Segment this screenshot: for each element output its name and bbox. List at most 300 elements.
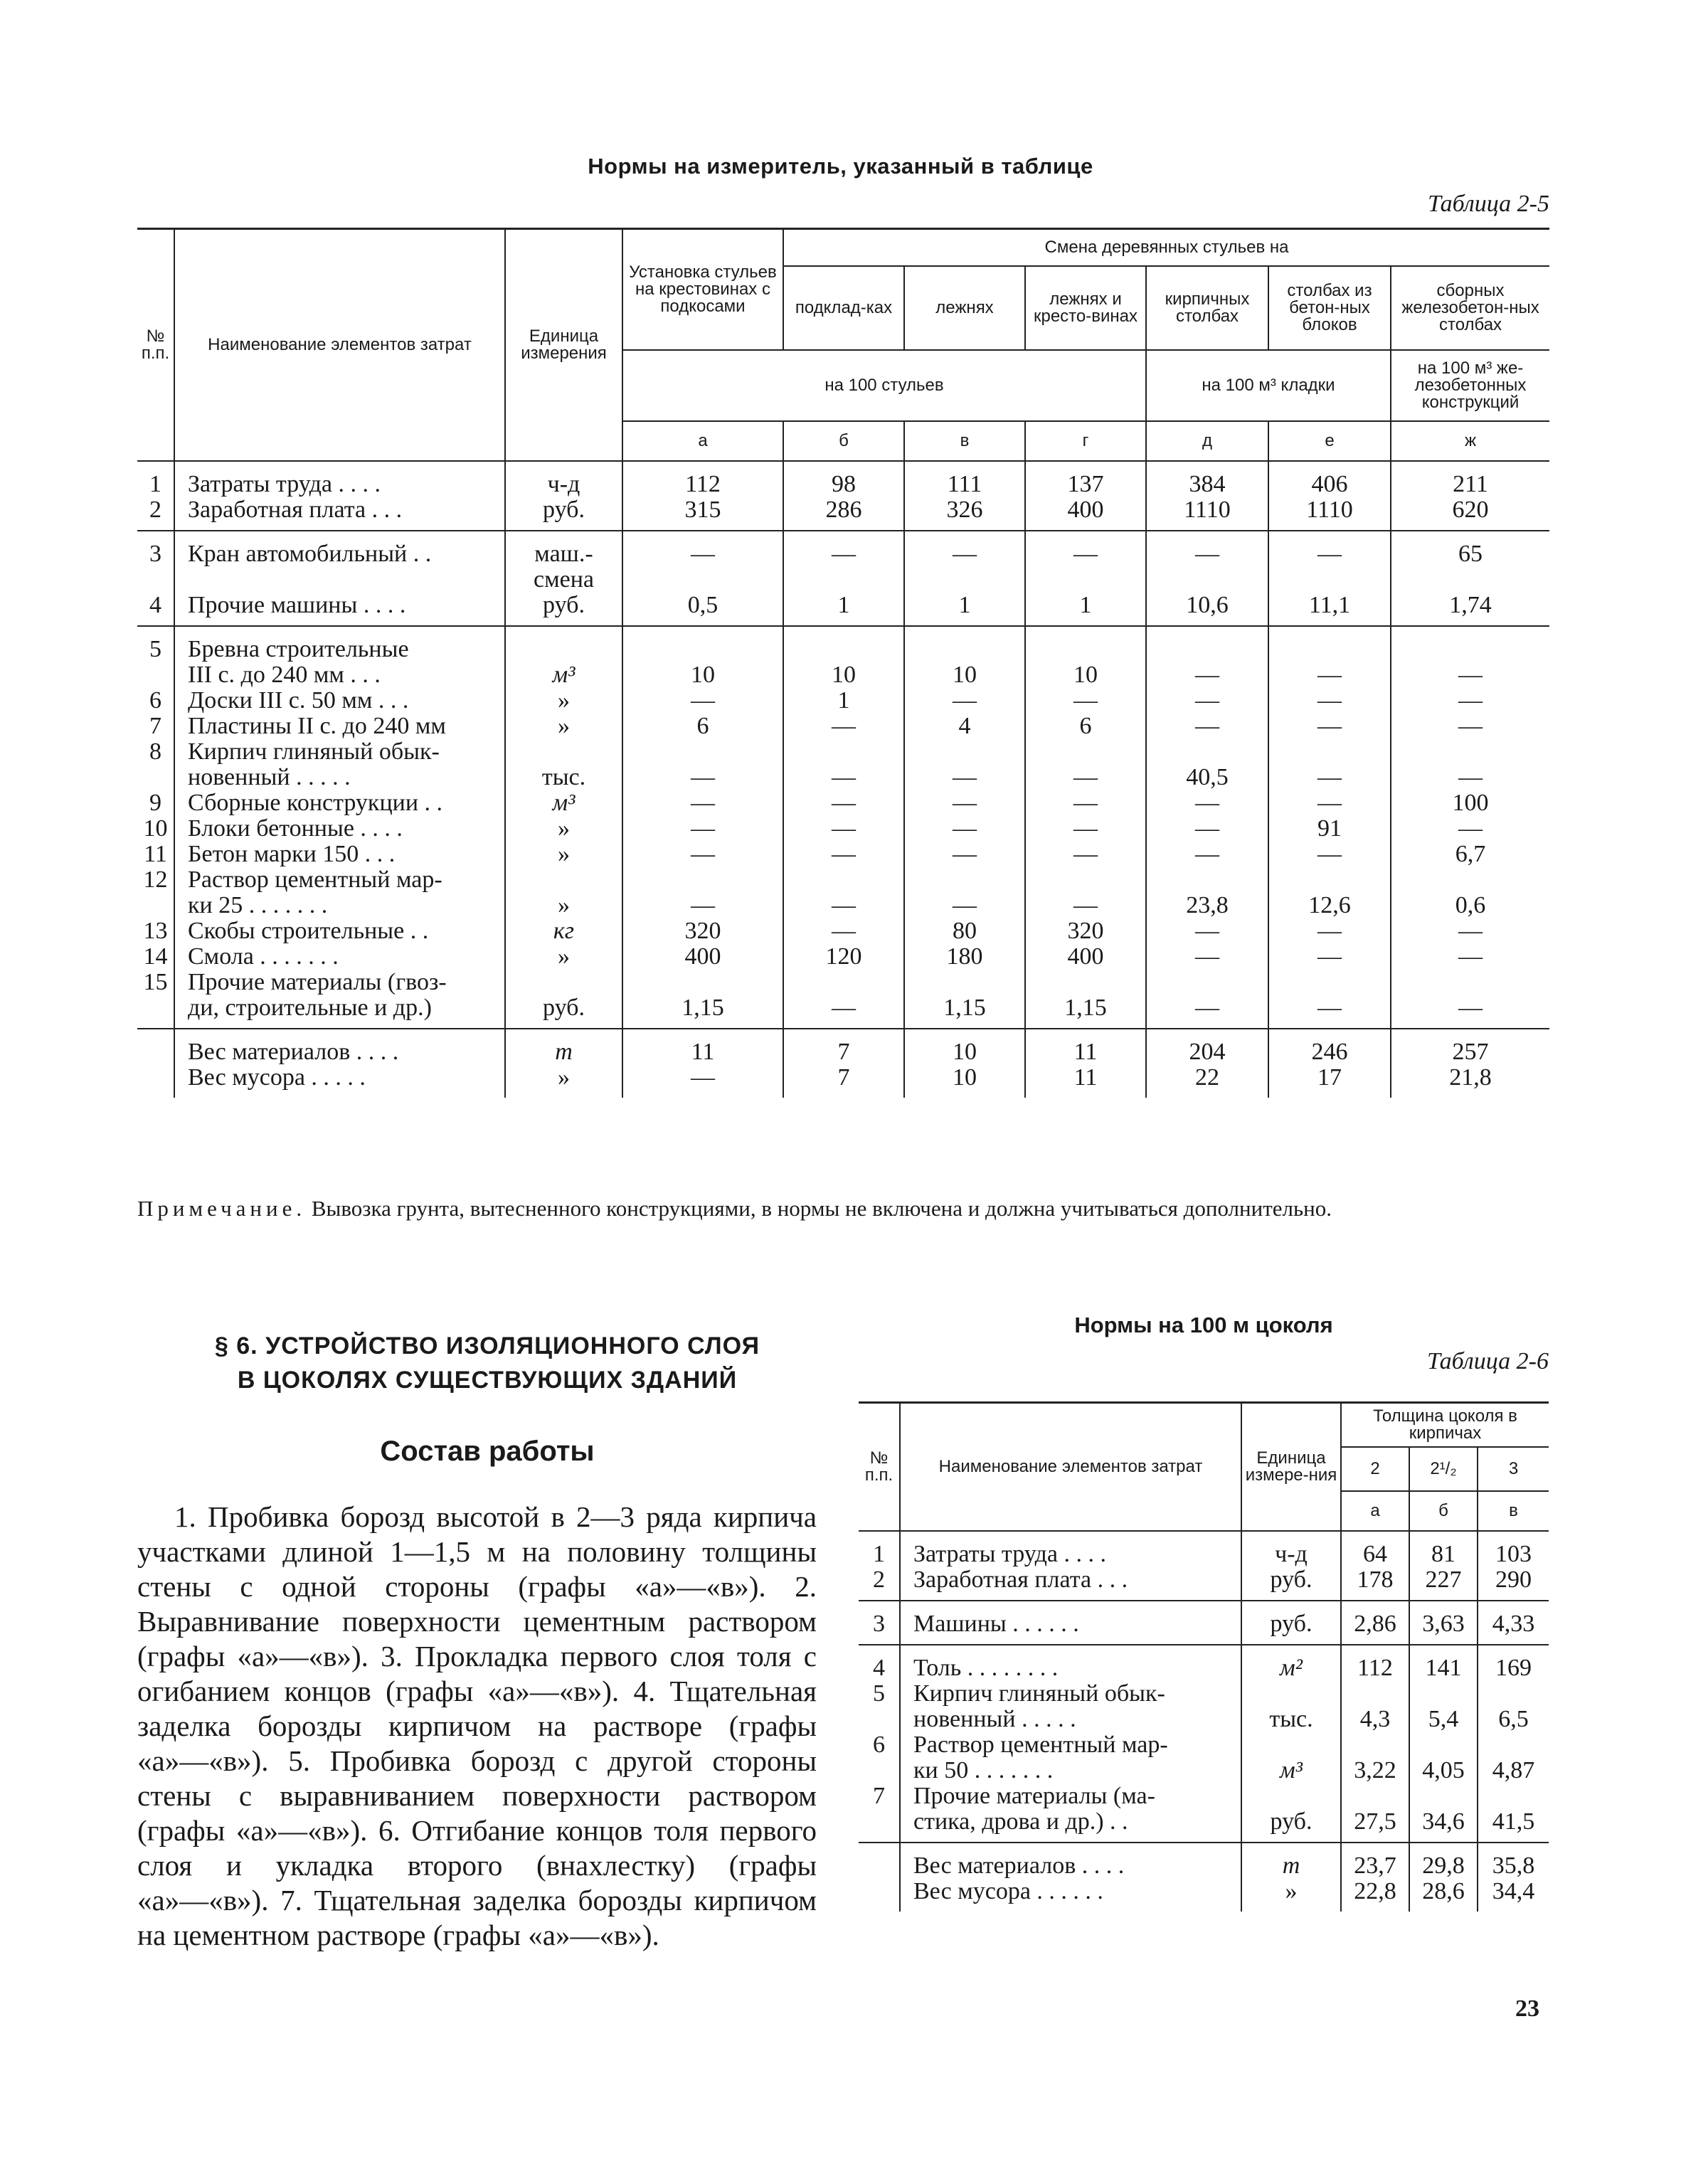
row-value: — <box>1268 918 1391 944</box>
row-name: Кирпич глиняный обык- <box>174 739 505 765</box>
row-value <box>904 637 1025 662</box>
row-value <box>1391 867 1549 893</box>
row-unit: м³ <box>505 662 622 688</box>
row-unit: руб. <box>1241 1567 1341 1593</box>
row-value <box>622 637 783 662</box>
row-number: 12 <box>143 866 168 893</box>
row-unit: тыс. <box>505 765 622 790</box>
row-value: 91 <box>1268 816 1391 842</box>
row-number: 15 <box>143 968 168 995</box>
row-name: Смола . . . . . . . <box>174 944 505 970</box>
row-name: Заработная плата . . . <box>900 1567 1241 1593</box>
row-value <box>1391 637 1549 662</box>
row-value <box>1478 1732 1549 1758</box>
table-row <box>137 567 1549 593</box>
row-value: — <box>1146 541 1268 567</box>
t2-header-no: № п.п. <box>859 1403 900 1531</box>
row-value: 27,5 <box>1341 1809 1409 1835</box>
row-unit: смена <box>505 567 622 593</box>
t2-header-name: Наименование элементов затрат <box>900 1403 1241 1531</box>
row-value: 10,6 <box>1146 593 1268 618</box>
row-value: 320 <box>622 918 783 944</box>
row-value: 4 <box>904 714 1025 739</box>
row-unit <box>1241 1783 1341 1809</box>
row-value <box>783 637 904 662</box>
group-gap <box>859 1645 1549 1655</box>
row-value: — <box>1268 842 1391 867</box>
row-value: 384 <box>1146 472 1268 497</box>
row-value: — <box>783 816 904 842</box>
row-number: 1 <box>873 1540 885 1567</box>
table-row <box>137 688 1549 714</box>
row-value <box>1146 867 1268 893</box>
header-replace: Смена деревянных стульев на <box>783 229 1549 266</box>
row-value: — <box>1391 714 1549 739</box>
table-2-5 <box>137 228 1549 1098</box>
row-number <box>859 1707 900 1732</box>
group-gap <box>137 523 1549 531</box>
table-row <box>859 1567 1549 1593</box>
header-sub-b: подклад-ках <box>783 266 904 350</box>
row-name: Машины . . . . . . <box>900 1611 1241 1637</box>
row-value: — <box>1268 714 1391 739</box>
row-value: — <box>1146 688 1268 714</box>
header-per-masonry: на 100 м³ кладки <box>1146 350 1391 421</box>
row-value: 1110 <box>1146 497 1268 523</box>
row-value: 23,7 <box>1341 1853 1409 1879</box>
row-value <box>1409 1783 1478 1809</box>
header-letter: а <box>622 421 783 461</box>
table-row <box>137 1039 1549 1065</box>
row-value: 98 <box>783 472 904 497</box>
row-value: 103 <box>1478 1542 1549 1567</box>
row-unit <box>505 637 622 662</box>
row-name: Скобы строительные . . <box>174 918 505 944</box>
row-unit: руб. <box>505 995 622 1021</box>
row-value: — <box>1146 995 1268 1021</box>
row-number: 1 <box>149 470 161 497</box>
row-value: — <box>622 541 783 567</box>
table-row <box>859 1809 1549 1835</box>
row-value <box>1146 739 1268 765</box>
row-name: Прочие материалы (ма- <box>900 1783 1241 1809</box>
table-row <box>137 472 1549 497</box>
row-value: — <box>1268 995 1391 1021</box>
row-value: 22,8 <box>1341 1879 1409 1904</box>
row-unit: м³ <box>1241 1758 1341 1783</box>
table-row <box>859 1732 1549 1758</box>
row-value: 1,15 <box>904 995 1025 1021</box>
row-value <box>1409 1681 1478 1707</box>
row-value: 40,5 <box>1146 765 1268 790</box>
row-value <box>1025 567 1146 593</box>
row-unit: » <box>505 714 622 739</box>
header-unit: Единица измерения <box>505 229 622 461</box>
row-value <box>1478 1681 1549 1707</box>
row-value: — <box>783 790 904 816</box>
row-value: 12,6 <box>1268 893 1391 918</box>
table-row <box>137 714 1549 739</box>
row-value: — <box>1025 893 1146 918</box>
table-row <box>859 1611 1549 1637</box>
header-sub-v: лежнях <box>904 266 1025 350</box>
row-value: 35,8 <box>1478 1853 1549 1879</box>
row-number: 8 <box>149 738 161 765</box>
row-value: 227 <box>1409 1567 1478 1593</box>
header-per-rc: на 100 м³ же-лезобетонных конструкций <box>1391 350 1549 421</box>
table-row <box>137 637 1549 662</box>
row-name: Бревна строительные <box>174 637 505 662</box>
row-number: 5 <box>149 635 161 662</box>
header-letter: д <box>1146 421 1268 461</box>
row-number: 5 <box>873 1680 885 1707</box>
table-row <box>137 1065 1549 1091</box>
row-value: 1 <box>783 688 904 714</box>
row-unit: » <box>505 688 622 714</box>
row-name: Пластины II с. до 240 мм <box>174 714 505 739</box>
row-unit: т <box>505 1039 622 1065</box>
row-number: 9 <box>149 789 161 816</box>
row-value: — <box>904 816 1025 842</box>
row-name: Кирпич глиняный обык- <box>900 1681 1241 1707</box>
row-name <box>174 567 505 593</box>
group-gap <box>137 626 1549 637</box>
row-name: Вес мусора . . . . . . <box>900 1879 1241 1904</box>
row-value: 1 <box>783 593 904 618</box>
row-number: 3 <box>873 1610 885 1637</box>
table-row <box>859 1783 1549 1809</box>
group-gap <box>859 1531 1549 1542</box>
row-value: 120 <box>783 944 904 970</box>
row-unit: » <box>505 816 622 842</box>
row-value: 4,87 <box>1478 1758 1549 1783</box>
row-unit: ч-д <box>1241 1542 1341 1567</box>
row-value: 5,4 <box>1409 1707 1478 1732</box>
group-gap <box>137 1021 1549 1029</box>
row-value: — <box>783 842 904 867</box>
row-name: Сборные конструкции . . <box>174 790 505 816</box>
t2-header-thickness: Толщина цоколя в кирпичах <box>1341 1403 1549 1447</box>
row-value: 6 <box>622 714 783 739</box>
row-value <box>1478 1783 1549 1809</box>
row-number: 2 <box>149 496 161 523</box>
header-letter: е <box>1268 421 1391 461</box>
row-value: 81 <box>1409 1542 1478 1567</box>
section-body: 1. Пробивка борозд высотой в 2—3 ряда кирпича участками длиной 1—1,5 м на половину толщины стены с одной стороны (графы «а»—«в»). 2. Выравнивание поверхности цементным раствором (графы «а»—«в»). 3. Прокладка первого слоя толя с огибанием концов (графы «а»—«в»). 4. Тщательная заделка борозды кирпичом на растворе (графы «а»—«в»). 5. Пробивка борозд с другой стороны стены с выравниванием поверхности раствором (графы «а»—«в»). 6. Отгибание концов толя первого слоя и укладка второго (внахлестку) (графы «а»—«в»). 7. Тщательная заделка борозды кирпичом на цементном растворе (графы «а»—«в»). <box>137 1500 817 1951</box>
row-value: — <box>1025 842 1146 867</box>
row-value: 10 <box>622 662 783 688</box>
row-value: 4,05 <box>1409 1758 1478 1783</box>
t2-header-unit: Единица измере-ния <box>1241 1403 1341 1531</box>
row-number: 14 <box>143 943 168 970</box>
row-value: 620 <box>1391 497 1549 523</box>
t2-header-col: 3 <box>1478 1447 1549 1491</box>
section-subtitle: Состав работы <box>380 1436 595 1467</box>
row-value <box>1341 1783 1409 1809</box>
row-value: 29,8 <box>1409 1853 1478 1879</box>
row-name: Бетон марки 150 . . . <box>174 842 505 867</box>
row-value: 4,3 <box>1341 1707 1409 1732</box>
row-value: 400 <box>622 944 783 970</box>
table-row <box>137 944 1549 970</box>
row-number <box>137 1065 174 1091</box>
row-value: — <box>904 842 1025 867</box>
row-value <box>1146 567 1268 593</box>
row-value: — <box>622 842 783 867</box>
header-install: Установка стульев на крестовинах с подкосами <box>622 229 783 350</box>
row-unit: руб. <box>1241 1809 1341 1835</box>
row-value <box>1391 970 1549 995</box>
row-value: 400 <box>1025 944 1146 970</box>
row-value <box>622 739 783 765</box>
row-value <box>1025 637 1146 662</box>
row-value: — <box>1025 541 1146 567</box>
row-value: 1110 <box>1268 497 1391 523</box>
row-value: — <box>783 893 904 918</box>
row-name: новенный . . . . . <box>174 765 505 790</box>
row-value: 28,6 <box>1409 1879 1478 1904</box>
table-row <box>137 867 1549 893</box>
table-row <box>859 1655 1549 1681</box>
row-number <box>137 765 174 790</box>
row-unit <box>1241 1681 1341 1707</box>
row-name: Вес мусора . . . . . <box>174 1065 505 1091</box>
table-row <box>137 541 1549 567</box>
row-value <box>783 970 904 995</box>
row-value: — <box>1025 688 1146 714</box>
row-value: 326 <box>904 497 1025 523</box>
row-value: 10 <box>1025 662 1146 688</box>
note-text: Вывозка грунта, вытесненного конструкциями, в нормы не включена и должна учитываться дополнительно. <box>306 1196 1332 1221</box>
row-number <box>137 893 174 918</box>
row-number: 6 <box>149 687 161 714</box>
row-value: 406 <box>1268 472 1391 497</box>
row-value <box>622 970 783 995</box>
table-row <box>137 593 1549 618</box>
row-value: — <box>904 688 1025 714</box>
row-value: 10 <box>783 662 904 688</box>
row-name: ди, строительные и др.) <box>174 995 505 1021</box>
row-value: 169 <box>1478 1655 1549 1681</box>
row-number: 2 <box>873 1566 885 1593</box>
row-value: — <box>1391 918 1549 944</box>
table-row <box>859 1542 1549 1567</box>
row-value: 34,6 <box>1409 1809 1478 1835</box>
row-value <box>1268 867 1391 893</box>
row-value <box>904 567 1025 593</box>
table-row <box>137 893 1549 918</box>
row-number: 13 <box>143 917 168 944</box>
row-value: 257 <box>1391 1039 1549 1065</box>
row-name: Заработная плата . . . <box>174 497 505 523</box>
row-value: 1,15 <box>622 995 783 1021</box>
row-unit: ч-д <box>505 472 622 497</box>
row-name: Раствор цементный мар- <box>174 867 505 893</box>
t2-header-letter: в <box>1478 1491 1549 1531</box>
row-value: 112 <box>1341 1655 1409 1681</box>
row-unit: тыс. <box>1241 1707 1341 1732</box>
row-value <box>1341 1681 1409 1707</box>
row-name: новенный . . . . . <box>900 1707 1241 1732</box>
row-number <box>859 1853 900 1879</box>
row-value <box>904 970 1025 995</box>
row-value: 10 <box>904 1039 1025 1065</box>
row-value: — <box>622 765 783 790</box>
row-value: — <box>1391 944 1549 970</box>
row-value: 211 <box>1391 472 1549 497</box>
group-gap <box>137 461 1549 472</box>
row-value: — <box>1146 790 1268 816</box>
row-value <box>1341 1732 1409 1758</box>
row-name: стика, дрова и др.) . . <box>900 1809 1241 1835</box>
row-value: 141 <box>1409 1655 1478 1681</box>
row-value: — <box>1025 790 1146 816</box>
group-gap <box>137 1091 1549 1098</box>
row-unit: м² <box>1241 1655 1341 1681</box>
row-unit: » <box>505 1065 622 1091</box>
row-value: — <box>904 765 1025 790</box>
row-value: 320 <box>1025 918 1146 944</box>
row-value: 400 <box>1025 497 1146 523</box>
table-row <box>137 497 1549 523</box>
header-sub-d: кирпичных столбах <box>1146 266 1268 350</box>
row-value: 11 <box>1025 1039 1146 1065</box>
row-number: 6 <box>873 1731 885 1758</box>
row-unit: маш.- <box>505 541 622 567</box>
row-value: 112 <box>622 472 783 497</box>
row-value: 10 <box>904 662 1025 688</box>
row-value: — <box>783 995 904 1021</box>
row-value: — <box>904 790 1025 816</box>
note-label: Примечание. <box>137 1196 307 1221</box>
row-value <box>1146 970 1268 995</box>
group-gap <box>859 1835 1549 1843</box>
row-value: 1 <box>904 593 1025 618</box>
row-value: — <box>1391 688 1549 714</box>
row-number: 4 <box>149 591 161 618</box>
row-value <box>622 567 783 593</box>
group-gap <box>859 1601 1549 1611</box>
t2-header-col: 2¹/₂ <box>1409 1447 1478 1491</box>
row-value <box>783 739 904 765</box>
group-gap <box>859 1843 1549 1853</box>
row-value: — <box>1268 662 1391 688</box>
row-name: Блоки бетонные . . . . <box>174 816 505 842</box>
row-value: — <box>1268 944 1391 970</box>
table2-caption: Таблица 2-6 <box>1427 1348 1549 1374</box>
table-row <box>137 790 1549 816</box>
row-name: Прочие материалы (гвоз- <box>174 970 505 995</box>
row-value: — <box>1146 816 1268 842</box>
row-name: Затраты труда . . . . <box>174 472 505 497</box>
row-unit <box>505 739 622 765</box>
row-unit: » <box>1241 1879 1341 1904</box>
table-row <box>137 816 1549 842</box>
row-value: 11 <box>622 1039 783 1065</box>
table-row <box>137 765 1549 790</box>
row-value <box>622 867 783 893</box>
header-sub-zh: сборных железобетон-ных столбах <box>1391 266 1549 350</box>
row-value: 3,22 <box>1341 1758 1409 1783</box>
row-value: — <box>1391 816 1549 842</box>
row-value: — <box>904 541 1025 567</box>
row-value: 180 <box>904 944 1025 970</box>
row-value: 80 <box>904 918 1025 944</box>
row-value: — <box>783 765 904 790</box>
header-no: № п.п. <box>137 229 174 461</box>
row-value: — <box>783 541 904 567</box>
row-unit: м³ <box>505 790 622 816</box>
row-value: 41,5 <box>1478 1809 1549 1835</box>
row-name: Вес материалов . . . . <box>900 1853 1241 1879</box>
row-number: 10 <box>143 815 168 842</box>
row-value: 34,4 <box>1478 1879 1549 1904</box>
row-number: 11 <box>144 840 167 867</box>
row-value: — <box>1391 995 1549 1021</box>
row-value <box>783 567 904 593</box>
row-name: Толь . . . . . . . . <box>900 1655 1241 1681</box>
row-value: 22 <box>1146 1065 1268 1091</box>
row-value <box>1268 739 1391 765</box>
row-number: 4 <box>873 1654 885 1681</box>
row-value: 3,63 <box>1409 1611 1478 1637</box>
row-value: 0,6 <box>1391 893 1549 918</box>
table-row <box>859 1681 1549 1707</box>
t2-header-col: 2 <box>1341 1447 1409 1491</box>
section-title-line1: § 6. УСТРОЙСТВО ИЗОЛЯЦИОННОГО СЛОЯ <box>214 1332 760 1359</box>
row-value <box>1268 970 1391 995</box>
row-value: 17 <box>1268 1065 1391 1091</box>
row-value: — <box>1025 765 1146 790</box>
table-row <box>137 970 1549 995</box>
row-value: — <box>1025 816 1146 842</box>
row-value <box>1025 739 1146 765</box>
group-gap <box>859 1904 1549 1912</box>
group-gap <box>859 1593 1549 1601</box>
row-value: — <box>1146 842 1268 867</box>
t2-header-letter: а <box>1341 1491 1409 1531</box>
row-value: — <box>622 790 783 816</box>
row-unit: руб. <box>505 593 622 618</box>
row-value: — <box>1146 918 1268 944</box>
group-gap <box>859 1637 1549 1645</box>
row-value <box>904 739 1025 765</box>
row-value <box>1391 567 1549 593</box>
row-name: ки 25 . . . . . . . <box>174 893 505 918</box>
row-name: Раствор цементный мар- <box>900 1732 1241 1758</box>
row-value: — <box>1146 944 1268 970</box>
row-name: Доски III с. 50 мм . . . <box>174 688 505 714</box>
row-value: 204 <box>1146 1039 1268 1065</box>
row-value: 64 <box>1341 1542 1409 1567</box>
table-row <box>859 1879 1549 1904</box>
row-value: — <box>783 714 904 739</box>
row-unit: кг <box>505 918 622 944</box>
row-value: 111 <box>904 472 1025 497</box>
row-unit: т <box>1241 1853 1341 1879</box>
row-value: — <box>1391 765 1549 790</box>
row-unit: руб. <box>1241 1611 1341 1637</box>
row-value: 290 <box>1478 1567 1549 1593</box>
row-value <box>904 867 1025 893</box>
row-name: III с. до 240 мм . . . <box>174 662 505 688</box>
row-value: 7 <box>783 1065 904 1091</box>
header-letter: б <box>783 421 904 461</box>
header-letter: в <box>904 421 1025 461</box>
row-value: 178 <box>1341 1567 1409 1593</box>
row-value: 1,74 <box>1391 593 1549 618</box>
row-number <box>137 1039 174 1065</box>
